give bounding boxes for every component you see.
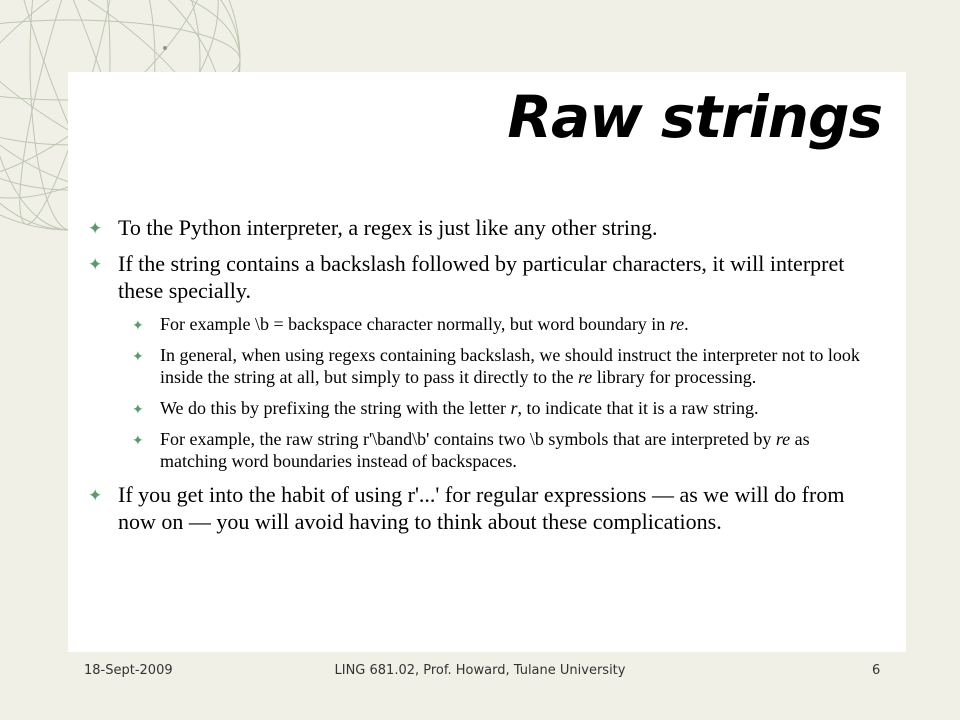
footer-date: 18-Sept-2009 (84, 663, 173, 678)
sub-bullet-item (84, 344, 874, 388)
bullet-text (160, 429, 810, 471)
text-segment: We do this by prefixing the string with the letter (160, 398, 511, 418)
sub-bullet-item (84, 397, 874, 419)
italic-text: r (510, 398, 518, 418)
slide-title: Raw strings (507, 83, 882, 151)
bullet-text (160, 314, 689, 334)
bullet-list (84, 214, 874, 544)
bullet-text (160, 398, 758, 418)
bullet-text: If you get into the habit of using r'...' for regular expressions — as we will do from now on — you will avoid having to think about these complications. (118, 482, 845, 534)
italic-text: re (577, 367, 593, 387)
italic-text: re (775, 429, 791, 449)
bullet-item (84, 481, 874, 535)
footer-page-number: 6 (872, 663, 881, 678)
bullet-text: To the Python interpreter, a regex is just like any other string. (118, 215, 658, 240)
sub-bullet-item (84, 428, 874, 472)
footer-course: LING 681.02, Prof. Howard, Tulane University (334, 663, 626, 678)
four-point-star-icon: ✦ (132, 433, 144, 449)
four-point-star-icon: ✦ (88, 255, 103, 275)
text-segment: as matching word boundaries instead of backspaces. (160, 429, 810, 471)
text-segment: For example \b = backspace character normally, but word boundary in (160, 314, 670, 334)
bullet-text: If the string contains a backslash followed by particular characters, it will interpret these specially. (118, 251, 845, 303)
four-point-star-icon: ✦ (132, 402, 144, 418)
text-segment: , to indicate that it is a raw string. (517, 398, 759, 418)
text-segment: In general, when using regexs containing backslash, we should instruct the interpreter not to look inside the string at all, but simply to pass it directly to the (160, 345, 860, 387)
four-point-star-icon: ✦ (88, 219, 103, 239)
four-point-star-icon: ✦ (88, 486, 103, 506)
four-point-star-icon: ✦ (132, 318, 144, 334)
four-point-star-icon: ✦ (132, 349, 144, 365)
text-segment: library for processing. (592, 367, 757, 387)
bullet-item (84, 250, 874, 304)
text-segment: For example, the raw string r'\band\b' contains two \b symbols that are interpreted by (160, 429, 776, 449)
bullet-text (160, 345, 860, 387)
italic-text: re (669, 314, 685, 334)
text-segment: . (684, 314, 689, 334)
bullet-item (84, 214, 874, 241)
sub-bullet-item (84, 313, 874, 335)
